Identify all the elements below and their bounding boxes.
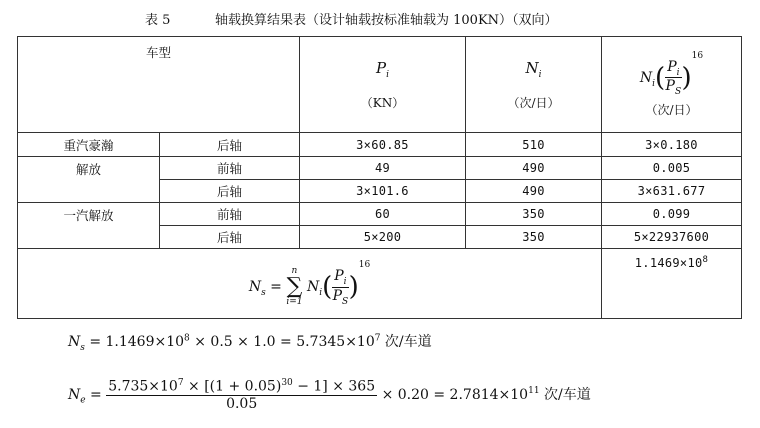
ns-unit: 次/车道 xyxy=(384,334,432,350)
cell-vehicle: 一汽解放 xyxy=(18,203,160,249)
header-count-unit: （次/日） xyxy=(507,95,560,110)
table-row xyxy=(18,157,742,180)
ns-rhs-mid: × 0.5 × 1.0 = 5.7345×10 xyxy=(189,334,375,350)
cell-count: 490 xyxy=(466,157,602,180)
cell-result: 3×631.677 xyxy=(602,180,742,203)
header-equivalent-unit: （次/日） xyxy=(645,103,698,118)
header-count-symbol: N xyxy=(525,58,539,77)
equation-ns xyxy=(68,331,432,353)
cell-result: 0.099 xyxy=(602,203,742,226)
cell-vehicle: 重汽豪瀚 xyxy=(18,133,160,157)
table-row xyxy=(18,203,742,226)
ne-tail: × 0.20 = 2.7814×10 xyxy=(381,386,529,403)
ns-lhs: N xyxy=(68,334,81,350)
total-formula-cell xyxy=(18,249,602,319)
header-load xyxy=(300,37,466,133)
sum-upper-limit: n xyxy=(291,266,298,276)
cell-load: 49 xyxy=(300,157,466,180)
ns-lhs-sub: s xyxy=(80,342,85,353)
total-formula: $N_s$ = n ∑ i=1 $N_i$( $\frac{P_i}{P_S}$ )$^{16}$ xyxy=(248,260,371,307)
ne-num-b: × [(1 + 0.05) xyxy=(183,378,282,395)
sum-lower-limit: i=1 xyxy=(286,297,303,307)
cell-count: 490 xyxy=(466,180,602,203)
ne-fraction xyxy=(106,378,377,412)
ns-rhs: = 1.1469×10 xyxy=(89,334,185,350)
cell-axle: 后轴 xyxy=(160,133,300,157)
cell-count: 510 xyxy=(466,133,602,157)
ne-tail-exp: 11 xyxy=(528,386,540,397)
cell-vehicle: 解放 xyxy=(18,157,160,203)
header-count-sub: i xyxy=(538,69,542,80)
total-value: 1.1469×10 xyxy=(634,256,703,270)
header-count xyxy=(466,37,602,133)
header-equivalent-formula: $N_i$( $\frac{P_i}{P_S}$ )$^{16}$ xyxy=(639,50,704,98)
ne-num-a: 5.735×10 xyxy=(108,378,178,395)
cell-load: 3×60.85 xyxy=(300,133,466,157)
ne-lhs-sub: e xyxy=(80,395,86,406)
caption-title: 轴载换算结果表（设计轴载按标准轴载为 100KN）（双向） xyxy=(215,13,558,28)
table-total-row xyxy=(18,249,742,319)
header-load-sub: i xyxy=(386,69,389,80)
total-formula-exp: 16 xyxy=(358,260,371,270)
axle-conversion-table xyxy=(17,36,742,319)
header-equivalent-exp: 16 xyxy=(691,50,704,61)
cell-load: 3×101.6 xyxy=(300,180,466,203)
header-vehicle-type: 车型 xyxy=(18,37,300,133)
total-value-cell xyxy=(602,249,742,319)
ne-lhs: N xyxy=(68,386,81,403)
cell-result: 5×22937600 xyxy=(602,226,742,249)
ne-num-c: − 1] × 365 xyxy=(292,378,376,395)
ns-rhs-exp1: 8 xyxy=(184,333,190,344)
cell-axle: 前轴 xyxy=(160,157,300,180)
cell-load: 5×200 xyxy=(300,226,466,249)
caption-number: 表 5 xyxy=(145,13,171,28)
cell-axle: 前轴 xyxy=(160,203,300,226)
cell-result: 0.005 xyxy=(602,157,742,180)
header-equivalent xyxy=(602,37,742,133)
ne-num-a-exp: 7 xyxy=(177,378,184,388)
equation-ne: $N_e$ = $\frac{5.735\times 10^7 \times [(1 + 0.05)^{30} - 1] \times 365}{0.05}$ × $0.20 = 2.7814\times 10^{11}$ 次/车道 xyxy=(68,378,591,412)
cell-axle: 后轴 xyxy=(160,226,300,249)
cell-load: 60 xyxy=(300,203,466,226)
header-load-unit: （KN） xyxy=(360,95,405,110)
table-row xyxy=(18,133,742,157)
ns-rhs-exp2: 7 xyxy=(374,333,381,344)
total-value-exp: 8 xyxy=(702,255,709,265)
header-load-symbol: P xyxy=(376,58,387,77)
table-header-row xyxy=(18,37,742,133)
ne-unit: 次/车道 xyxy=(544,386,591,403)
cell-count: 350 xyxy=(466,226,602,249)
cell-result: 3×0.180 xyxy=(602,133,742,157)
cell-axle: 后轴 xyxy=(160,180,300,203)
ne-denominator: 0.05 xyxy=(226,395,258,412)
ne-numerator xyxy=(106,378,377,396)
cell-count: 350 xyxy=(466,203,602,226)
ne-num-b-exp: 30 xyxy=(281,378,293,388)
